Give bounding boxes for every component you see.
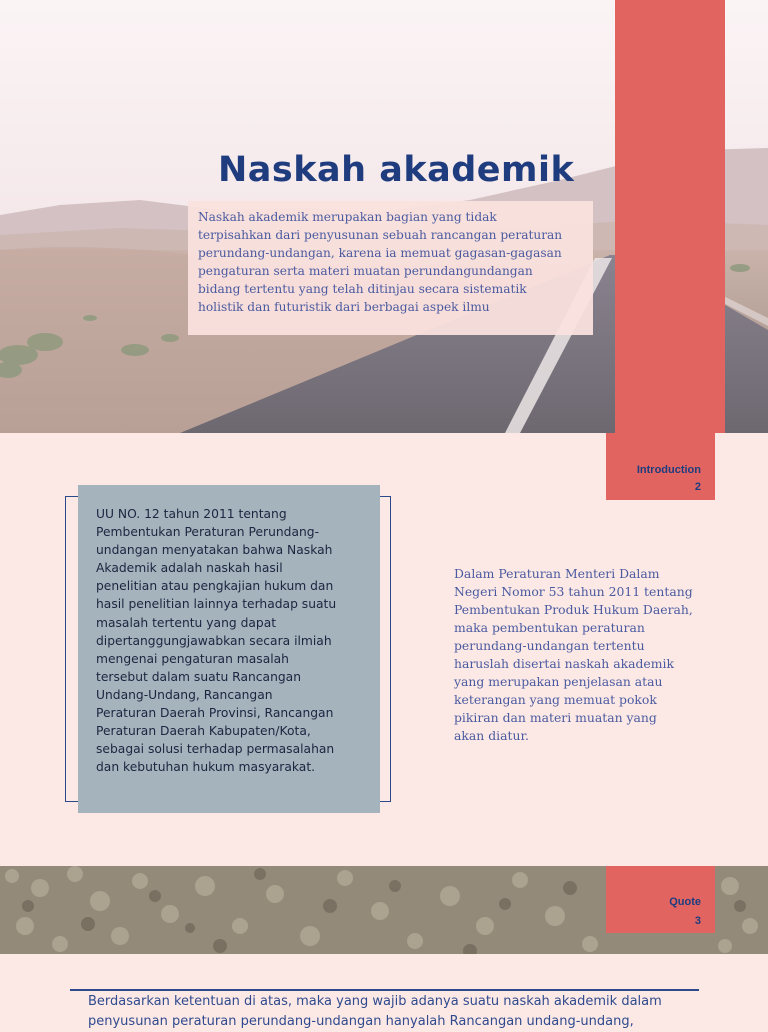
intro-line: holistik dan futuristik dari berbagai aspek ilmu bbox=[198, 300, 490, 314]
bottom-line: penyusunan peraturan perundang-undangan hanyalah Rancangan undang-undang, bbox=[88, 1014, 634, 1029]
divider-line bbox=[70, 989, 699, 991]
coral-accent-bar bbox=[615, 0, 725, 433]
section-tag-label: Quote bbox=[669, 896, 701, 908]
regulation-paragraph bbox=[454, 565, 714, 745]
page-title: Naskah akademik bbox=[218, 150, 575, 190]
side-line: Dalam Peraturan Menteri Dalam bbox=[454, 566, 660, 581]
card-line: Pembentukan Peraturan Perundang- bbox=[96, 525, 320, 540]
card-line: mengenai pengaturan masalah bbox=[96, 651, 289, 666]
intro-line: bidang tertentu yang telah ditinjau secara sistematik bbox=[198, 282, 527, 296]
card-line: sebagai solusi terhadap permasalahan bbox=[96, 742, 335, 757]
side-line: pikiran dan materi muatan yang bbox=[454, 710, 657, 725]
card-line: masalah tertentu yang dapat bbox=[96, 615, 277, 630]
intro-paragraph-box bbox=[188, 201, 593, 335]
section-tag-number: 2 bbox=[694, 481, 701, 493]
card-line: UU NO. 12 tahun 2011 tentang bbox=[96, 507, 287, 521]
card-line: hasil penelitian lainnya terhadap suatu bbox=[96, 597, 337, 612]
card-line: penelitian atau pengkajian hukum dan bbox=[96, 579, 334, 594]
side-line: maka pembentukan peraturan bbox=[454, 620, 645, 635]
card-line: Undang-Undang, Rancangan bbox=[96, 687, 273, 702]
definition-card bbox=[78, 485, 380, 813]
intro-line: terpisahkan dari penyusunan sebuah rancangan peraturan bbox=[198, 228, 563, 242]
conclusion-paragraph bbox=[88, 992, 728, 1032]
side-line: akan diatur. bbox=[454, 728, 529, 743]
side-line: Pembentukan Produk Hukum Daerah, bbox=[454, 602, 693, 617]
intro-line: perundang-undangan, karena ia memuat gagasan-gagasan bbox=[198, 246, 562, 260]
card-line: undangan menyatakan bahwa Naskah bbox=[96, 543, 333, 558]
card-line: dipertanggungjawabkan secara ilmiah bbox=[96, 633, 332, 648]
side-line: Negeri Nomor 53 tahun 2011 tentang bbox=[454, 584, 693, 599]
bottom-line: Berdasarkan ketentuan di atas, maka yang wajib adanya suatu naskah akademik dalam bbox=[88, 994, 662, 1009]
intro-line: Naskah akademik merupakan bagian yang tidak bbox=[198, 210, 497, 224]
side-line: haruslah disertai naskah akademik bbox=[454, 656, 674, 671]
card-line: tersebut dalam suatu Rancangan bbox=[96, 669, 302, 684]
section-tag-quote bbox=[606, 866, 715, 933]
intro-line: pengaturan serta materi muatan perundangundangan bbox=[198, 264, 533, 278]
section-tag-label: Introduction bbox=[636, 464, 701, 476]
side-line: keterangan yang memuat pokok bbox=[454, 692, 657, 707]
card-line: Peraturan Daerah Kabupaten/Kota, bbox=[96, 724, 311, 739]
card-line: Akademik adalah naskah hasil bbox=[96, 561, 283, 576]
card-line: dan kebutuhan hukum masyarakat. bbox=[96, 760, 316, 775]
section-tag-introduction bbox=[606, 433, 715, 500]
card-line: Peraturan Daerah Provinsi, Rancangan bbox=[96, 706, 334, 721]
section-tag-number: 3 bbox=[694, 915, 701, 927]
side-line: yang merupakan penjelasan atau bbox=[454, 674, 663, 689]
side-line: perundang-undangan tertentu bbox=[454, 638, 645, 653]
